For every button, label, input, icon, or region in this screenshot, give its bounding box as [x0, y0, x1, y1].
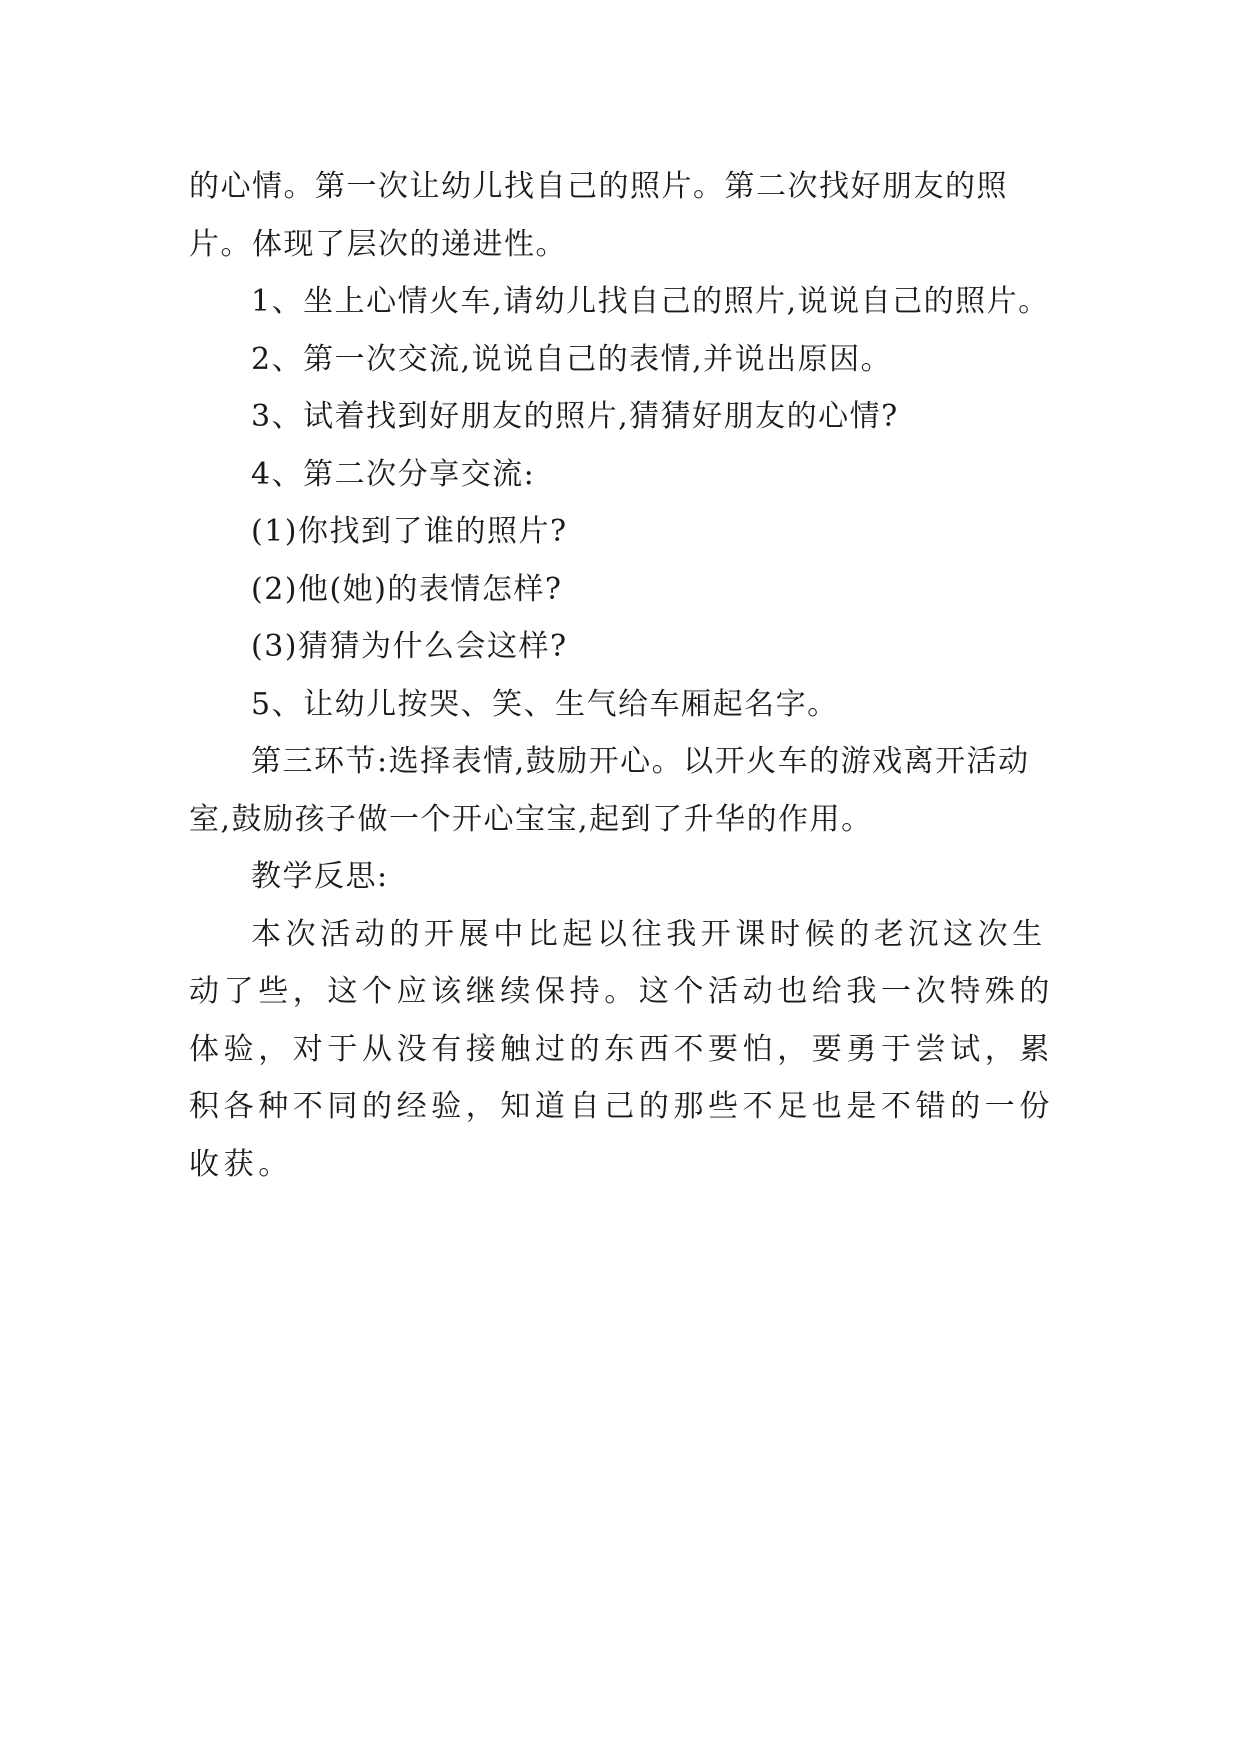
paragraph-step-4: 4、第二次分享交流: — [251, 456, 536, 492]
paragraph-question-3: (3)猜猜为什么会这样? — [251, 629, 568, 664]
document-body — [189, 158, 1069, 1193]
paragraph-reflection: 本次活动的开展中比起以往我开课时候的老沉这次生动了些，这个应该继续保持。这个活动也给我一次特殊的体验，对于从没有接触过的东西不要怕，要勇于尝试，累积各种不同的经验，知道自己的那些不足也是不错的一份收获。 — [189, 916, 1054, 1182]
paragraph-continuation: 的心情。第一次让幼儿找自己的照片。第二次找好朋友的照片。体现了层次的递进性。 — [189, 169, 1008, 262]
paragraph-question-1: (1)你找到了谁的照片? — [251, 514, 568, 549]
heading-reflection: 教学反思: — [251, 859, 389, 894]
paragraph-section-3: 第三环节:选择表情,鼓励开心。以开火车的游戏离开活动室,鼓励孩子做一个开心宝宝,起到了升华的作用。 — [189, 744, 1030, 837]
paragraph-question-2: (2)他(她)的表情怎样? — [251, 571, 563, 607]
paragraph-step-1: 1、坐上心情火车,请幼儿找自己的照片,说说自己的照片。 — [251, 284, 1050, 319]
paragraph-step-3: 3、试着找到好朋友的照片,猜猜好朋友的心情? — [251, 399, 899, 434]
paragraph-step-5: 5、让幼儿按哭、笑、生气给车厢起名字。 — [251, 686, 839, 722]
paragraph-step-2: 2、第一次交流,说说自己的表情,并说出原因。 — [251, 341, 893, 377]
